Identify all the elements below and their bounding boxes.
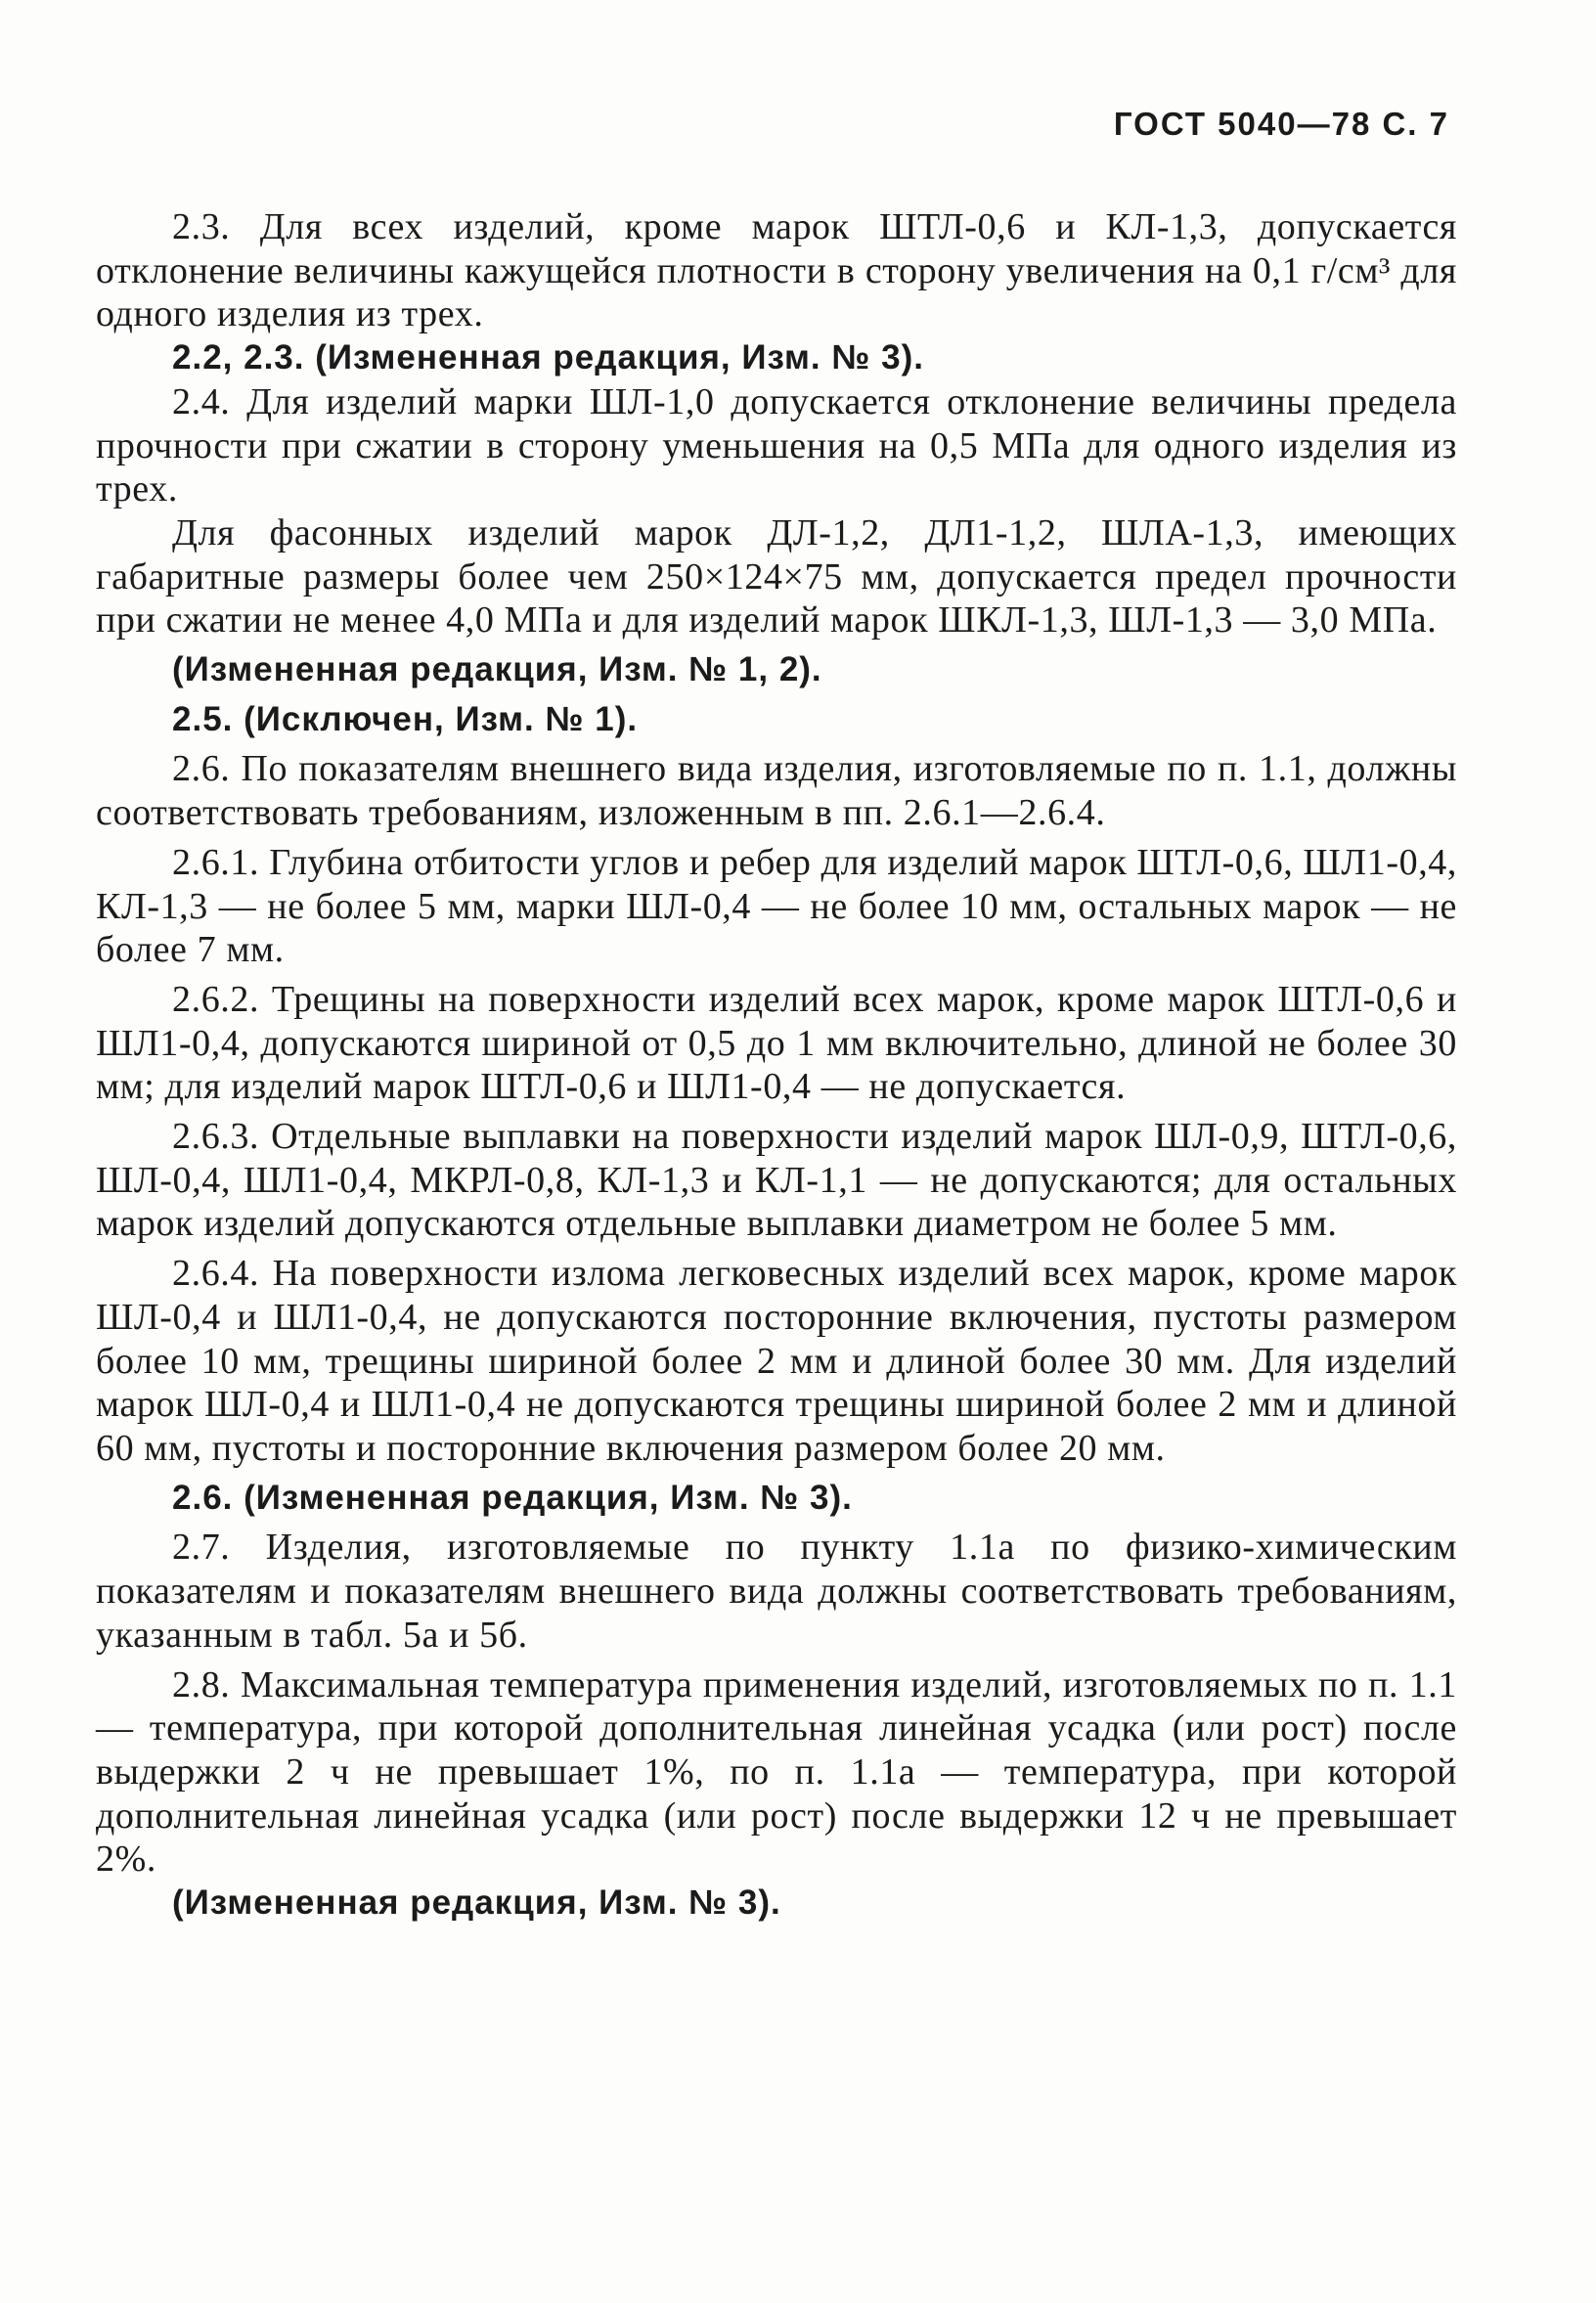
- amendment-note-2-4: (Измененная редакция, Изм. № 1, 2).: [172, 650, 822, 689]
- amendment-note-2-2-2-3: 2.2, 2.3. (Измененная редакция, Изм. № 3).: [172, 338, 924, 377]
- paragraph-2-6: 2.6. По показателям внешнего вида изделия, изготовляемые по п. 1.1, должны соответствовать требованиям, изложенным в пп. 2.6.1—2.6.4.: [96, 748, 1457, 834]
- paragraph-2-6-3: 2.6.3. Отдельные выплавки на поверхности изделий марок ШЛ-0,9, ШТЛ-0,6, ШЛ-0,4, ШЛ1-0,4, МКРЛ-0,8, КЛ-1,3 и КЛ-1,1 — не допускаются; для остальных марок изделий допускаются отдельные выплавки диаметром не более 5 мм.: [96, 1116, 1457, 1245]
- paragraph-2-6-2: 2.6.2. Трещины на поверхности изделий всех марок, кроме марок ШТЛ-0,6 и ШЛ1-0,4, допускаются шириной от 0,5 до 1 мм включительно, длиной не более 30 мм; для изделий марок ШТЛ-0,6 и ШЛ1-0,4 — не допускается.: [96, 978, 1457, 1108]
- amendment-note-2-6: 2.6. (Измененная редакция, Изм. № 3).: [172, 1478, 853, 1517]
- paragraph-2-5: 2.5. (Исключен, Изм. № 1).: [172, 699, 639, 738]
- paragraph-2-7: 2.7. Изделия, изготовляемые по пункту 1.1а по физико-химическим показателям и показателям внешнего вида должны соответствовать требованиям, указанным в табл. 5а и 5б.: [96, 1527, 1457, 1656]
- paragraph-2-3: 2.3. Для всех изделий, кроме марок ШТЛ-0,6 и КЛ-1,3, допускается отклонение величины кажущейся плотности в сторону увеличения на 0,1 г/см³ для одного изделия из трех.: [96, 206, 1457, 335]
- paragraph-2-8: 2.8. Максимальная температура применения изделий, изготовляемых по п. 1.1 — температура, при которой дополнительная линейная усадка (или рост) после выдержки 2 ч не превышает 1%, по п. 1.1а — температура, при которой дополнительная линейная усадка (или рост) после выдержки 12 ч не превышает 2%.: [96, 1663, 1457, 1881]
- paragraph-2-4-continued: Для фасонных изделий марок ДЛ-1,2, ДЛ1-1,2, ШЛА-1,3, имеющих габаритные размеры более чем 250×124×75 мм, допускается предел прочности при сжатии не менее 4,0 МПа и для изделий марок ШКЛ-1,3, ШЛ-1,3 — 3,0 МПа.: [96, 511, 1457, 642]
- body-text: [96, 205, 1457, 1926]
- paragraph-2-6-4: 2.6.4. На поверхности излома легковесных изделий всех марок, кроме марок ШЛ-0,4 и ШЛ1-0,4, не допускаются посторонние включения, пустоты размером более 10 мм, трещины шириной более 2 мм и длиной более 30 мм. Для изделий марок ШЛ-0,4 и ШЛ1-0,4 не допускаются трещины шириной более 2 мм и длиной 60 мм, пустоты и посторонние включения размером более 20 мм.: [96, 1253, 1457, 1469]
- paragraph-2-6-1: 2.6.1. Глубина отбитости углов и ребер для изделий марок ШТЛ-0,6, ШЛ1-0,4, КЛ-1,3 — не более 5 мм, марки ШЛ-0,4 — не более 10 мм, остальных марок — не более 7 мм.: [96, 841, 1457, 971]
- paragraph-2-4: 2.4. Для изделий марки ШЛ-1,0 допускается отклонение величины предела прочности при сжатии в сторону уменьшения на 0,5 МПа для одного изделия из трех.: [96, 380, 1457, 510]
- page-header: ГОСТ 5040—78 С. 7: [1113, 106, 1449, 142]
- amendment-note-2-8: (Измененная редакция, Изм. № 3).: [172, 1883, 781, 1923]
